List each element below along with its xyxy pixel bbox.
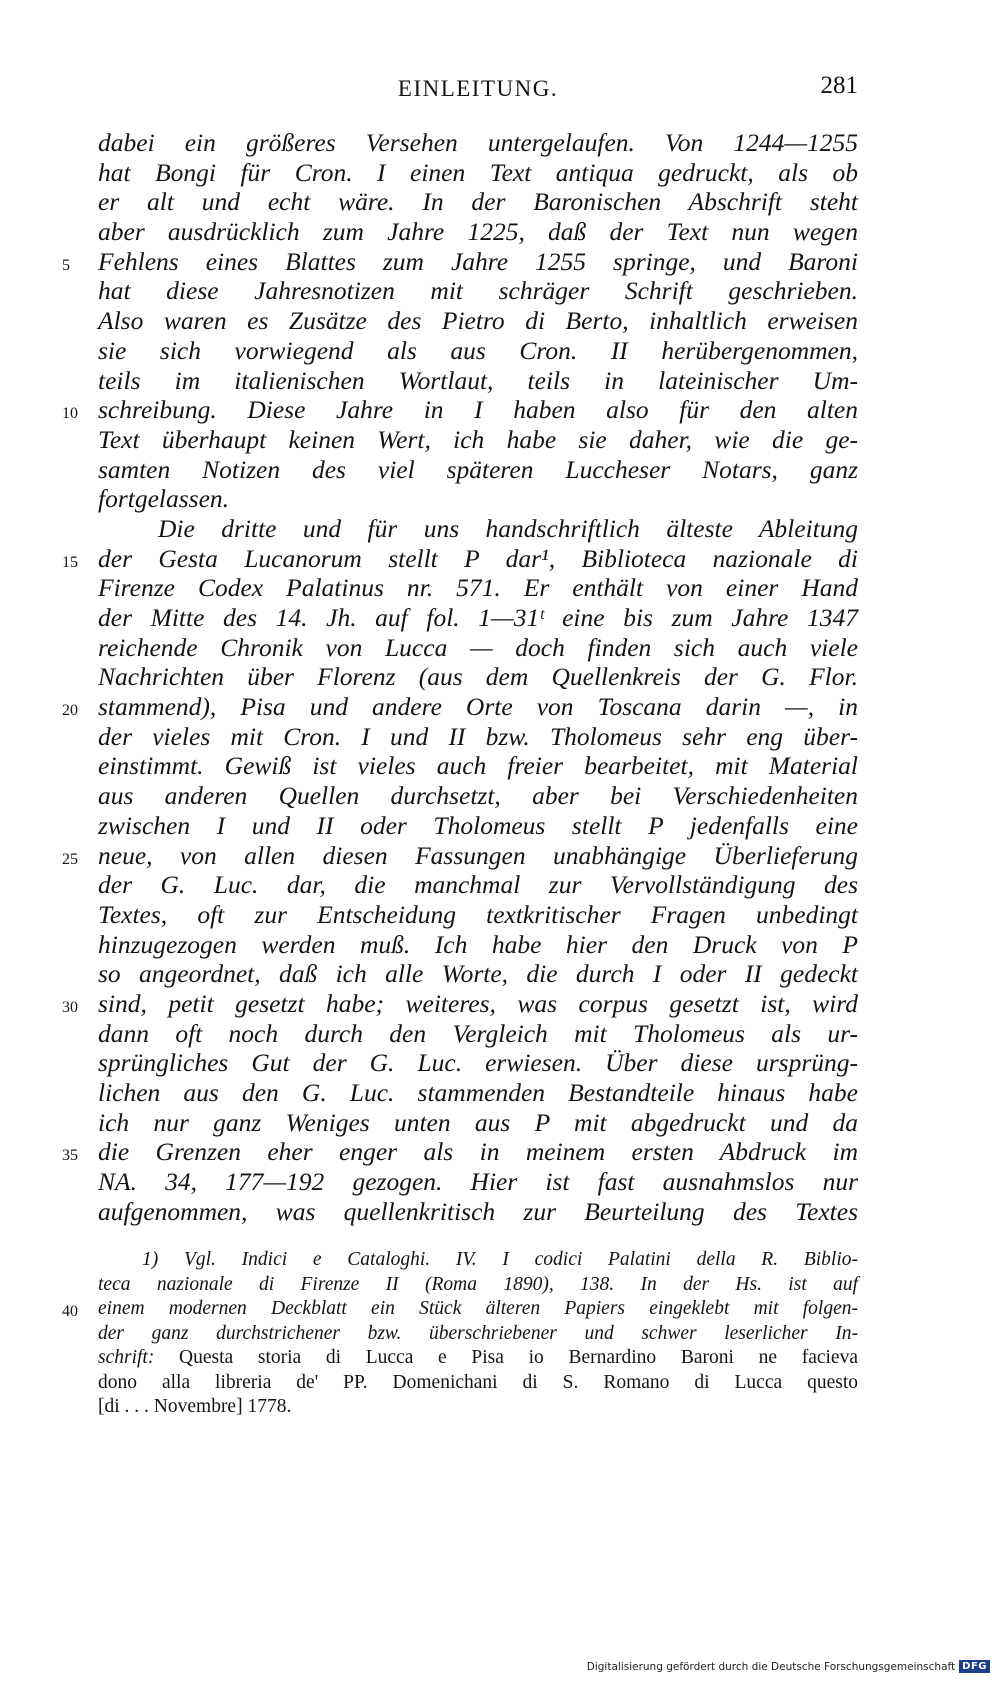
- line-text: schreibung. Diese Jahre in I haben also für den alten: [98, 395, 858, 425]
- line-text: der Mitte des 14. Jh. auf fol. 1—31ᵗ eine bis zum Jahre 1347: [98, 603, 858, 632]
- footnotes: [62, 1248, 858, 1420]
- text-line: [98, 811, 858, 841]
- line-text: hat Bongi für Cron. I einen Text antiqua gedruckt, als ob: [98, 157, 858, 187]
- footnote-line: [98, 1395, 858, 1420]
- text-line: [98, 425, 858, 455]
- text-line: [98, 751, 858, 781]
- text-line: [98, 722, 858, 752]
- line-text: aufgenommen, was quellenkritisch zur Beurteilung des Textes: [98, 1196, 858, 1226]
- text-line: [98, 514, 858, 544]
- footnote-line: [98, 1248, 858, 1273]
- line-text: sind, petit gesetzt habe; weiteres, was corpus gesetzt ist, wird: [98, 988, 858, 1018]
- text-line: [98, 1108, 858, 1138]
- footnote-line: [98, 1322, 858, 1347]
- dfg-logo: DFG: [959, 1660, 990, 1673]
- body-text: [62, 128, 858, 1226]
- line-text: Textes, oft zur Entscheidung textkritischer Fragen unbedingt: [98, 899, 858, 929]
- text-line: [98, 1048, 858, 1078]
- line-text: Firenze Codex Palatinus nr. 571. Er enthält von einer Hand: [98, 573, 858, 603]
- line-text: sie sich vorwiegend als aus Cron. II herübergenommen,: [98, 335, 858, 365]
- line-text: ich nur ganz Weniges unten aus P mit abgedruckt und da: [98, 1107, 858, 1137]
- text-line: [98, 603, 858, 633]
- text-line: [98, 781, 858, 811]
- line-text: hat diese Jahresnotizen mit schräger Schrift geschrieben.: [98, 276, 858, 306]
- text-line: [98, 455, 858, 485]
- text-line: [98, 484, 858, 514]
- footnote-quote-text: [di . . . Novembre] 1778.: [98, 1396, 292, 1417]
- line-text: dann oft noch durch den Vergleich mit Tholomeus als ur-: [98, 1018, 858, 1048]
- text-line: [62, 543, 858, 574]
- text-line: [98, 633, 858, 663]
- text-line: [98, 1167, 858, 1197]
- text-line: [62, 840, 858, 871]
- running-title: EINLEITUNG.: [397, 76, 559, 101]
- line-text: aber ausdrücklich zum Jahre 1225, daß der Text nun wegen: [98, 217, 858, 247]
- credit-text: Digitalisierung gefördert durch die Deutsche Forschungsgemeinschaft: [586, 1660, 956, 1673]
- text-line: [98, 1019, 858, 1049]
- line-text: sprüngliches Gut der G. Luc. erwiesen. Über diese ursprüng-: [98, 1048, 858, 1078]
- text-line: [98, 128, 858, 158]
- line-text: Fehlens eines Blattes zum Jahre 1255 springe, und Baroni: [98, 246, 858, 276]
- footnote-italic-text: teca nazionale di Firenze II (Roma 1890), 138. In der Hs. ist auf: [98, 1273, 858, 1295]
- text-line: [98, 306, 858, 336]
- line-number: 5: [62, 256, 70, 274]
- line-text: der Gesta Lucanorum stellt P dar¹, Biblioteca nazionale di: [98, 543, 858, 573]
- line-text: so angeordnet, daß ich alle Worte, die durch I oder II gedeckt: [98, 959, 858, 989]
- footnote-italic-text: schrift:: [98, 1347, 180, 1368]
- footnote-line: [62, 1297, 858, 1322]
- text-line: [62, 988, 858, 1019]
- text-line: [98, 1078, 858, 1108]
- footnote-line: [98, 1273, 858, 1298]
- text-line: [62, 246, 858, 277]
- text-line: [98, 930, 858, 960]
- line-number: 25: [62, 850, 78, 868]
- line-number: 35: [62, 1147, 78, 1165]
- text-line: [98, 217, 858, 247]
- text-line: [98, 870, 858, 900]
- line-number: 10: [62, 405, 78, 423]
- text-line: [62, 1137, 858, 1167]
- text-line: [98, 187, 858, 217]
- text-line: [98, 662, 858, 692]
- text-line: [62, 395, 858, 425]
- line-text: stammend), Pisa und andere Orte von Toscana darin —, in: [98, 692, 858, 722]
- line-text: der G. Luc. dar, die manchmal zur Vervollständigung des: [98, 870, 858, 900]
- line-text: aus anderen Quellen durchsetzt, aber bei Verschiedenheiten: [98, 781, 858, 811]
- text-line: [98, 158, 858, 188]
- line-text: hinzugezogen werden muß. Ich habe hier den Druck von P: [98, 929, 858, 959]
- footnote-italic-text: einem modernen Deckblatt ein Stück älteren Papiers eingeklebt mit folgen-: [98, 1298, 858, 1319]
- line-text: lichen aus den G. Luc. stammenden Bestandteile hinaus habe: [98, 1078, 858, 1107]
- footnote-italic-text: 1) Vgl. Indici e Cataloghi. IV. I codici Palatini della R. Biblio-: [142, 1249, 858, 1270]
- footnote-line: [98, 1371, 858, 1396]
- text-line: [98, 276, 858, 306]
- footnote-quote-text: dono alla libreria de' PP. Domenichani di S. Romano di Lucca questo: [98, 1371, 858, 1393]
- line-text: reichende Chronik von Lucca — doch finden sich auch viele: [98, 632, 858, 662]
- line-number: 30: [62, 998, 78, 1016]
- line-text: dabei ein größeres Versehen untergelaufen. Von 1244—1255: [98, 128, 858, 157]
- line-text: samten Notizen des viel späteren Luccheser Notars, ganz: [98, 454, 858, 484]
- line-number: 15: [62, 553, 78, 571]
- footnote-italic-text: der ganz durchstrichener bzw. überschriebener und schwer leserlicher In-: [98, 1322, 858, 1344]
- text-line: [98, 900, 858, 930]
- line-text: NA. 34, 177—192 gezogen. Hier ist fast ausnahmslos nur: [98, 1167, 858, 1197]
- footnote-line: [98, 1346, 858, 1371]
- digitization-credit: [587, 1660, 990, 1673]
- line-text: Nachrichten über Florenz (aus dem Quellenkreis der G. Flor.: [98, 662, 858, 692]
- line-text: Also waren es Zusätze des Pietro di Berto, inhaltlich erweisen: [98, 306, 858, 336]
- line-text: neue, von allen diesen Fassungen unabhängige Überlieferung: [98, 840, 858, 870]
- text-line: [98, 366, 858, 396]
- line-text: zwischen I und II oder Tholomeus stellt P jedenfalls eine: [98, 810, 858, 840]
- text-line: [98, 959, 858, 989]
- text-line: [98, 573, 858, 603]
- text-line: [98, 336, 858, 366]
- line-text: die Grenzen eher enger als in meinem ersten Abdruck im: [98, 1137, 858, 1167]
- footnote-quote-text: Questa storia di Lucca e Pisa io Bernardino Baroni ne facieva: [179, 1347, 858, 1368]
- line-number: 40: [62, 1303, 78, 1320]
- page-header: [98, 72, 858, 112]
- line-text: einstimmt. Gewiß ist vieles auch freier bearbeitet, mit Material: [98, 751, 858, 781]
- line-text: Die dritte und für uns handschriftlich älteste Ableitung: [158, 513, 858, 543]
- page-number: 281: [820, 72, 858, 99]
- line-text: der vieles mit Cron. I und II bzw. Tholomeus sehr eng über-: [98, 721, 858, 751]
- line-text: Text überhaupt keinen Wert, ich habe sie daher, wie die ge-: [98, 424, 858, 454]
- line-text: teils im italienischen Wortlaut, teils in lateinischer Um-: [98, 365, 858, 395]
- text-line: [98, 1197, 858, 1227]
- line-text: fortgelassen.: [98, 484, 230, 514]
- text-line: [62, 692, 858, 722]
- line-number: 20: [62, 702, 78, 720]
- line-text: er alt und echt wäre. In der Baronischen Abschrift steht: [98, 187, 858, 217]
